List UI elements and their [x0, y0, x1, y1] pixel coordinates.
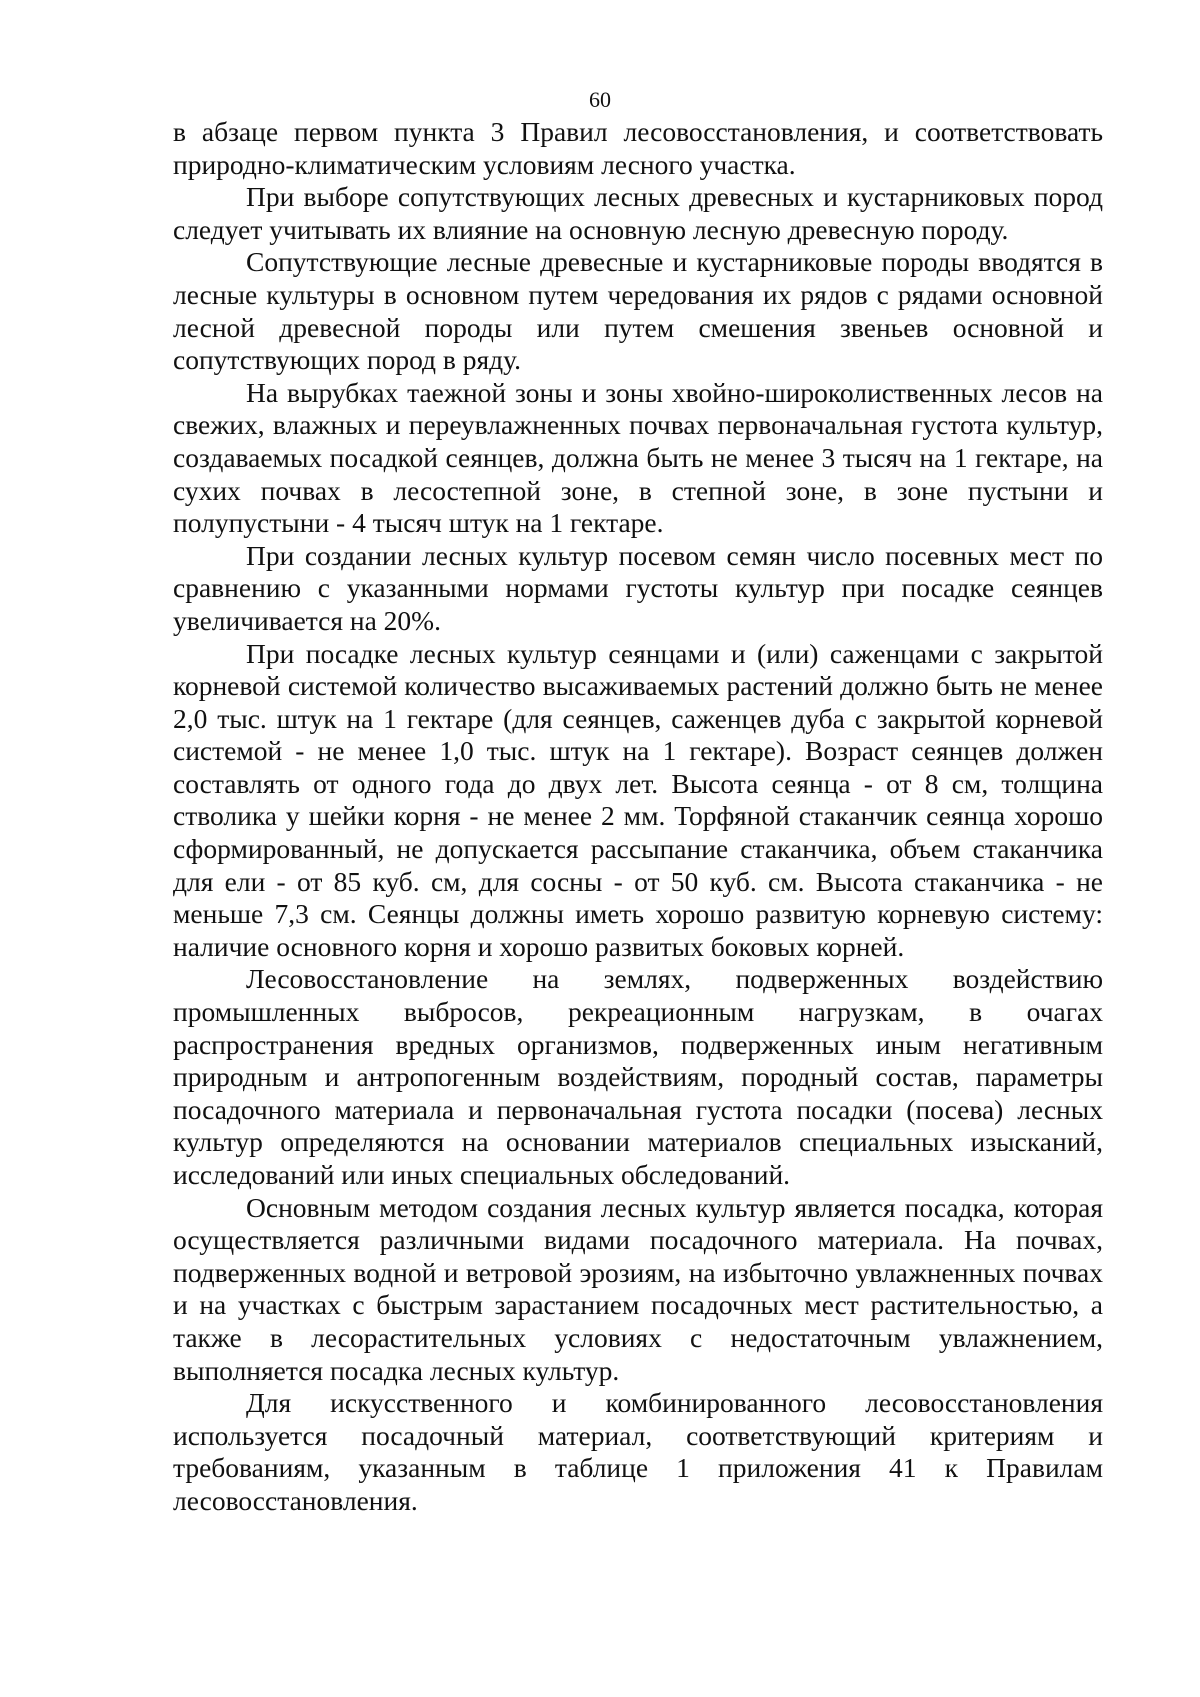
- paragraph-planting-material: Для искусственного и комбинированного лесовосстановления используется посадочный материал, соответствующий критериям и требованиям, указанным в таблице 1 приложения 41 к Правилам лесовосстановления.: [173, 1387, 1103, 1516]
- paragraph-row-alternation: Сопутствующие лесные древесные и кустарниковые породы вводятся в лесные культуры в основном путем чередования их рядов с рядами основной лесной древесной породы или путем смешения звеньев основной и сопутствующих пород в ряду.: [173, 246, 1103, 376]
- paragraph-disturbed-lands: Лесовосстановление на землях, подверженных воздействию промышленных выбросов, рекреационным нагрузкам, в очагах распространения вредных организмов, подверженных иным негативным природным и антропогенным воздействиям, породный состав, параметры посадочного материала и первоначальная густота посадки (посева) лесных культур определяются на основании материалов специальных изысканий, исследований или иных специальных обследований.: [173, 963, 1103, 1190]
- paragraph-companion-species: При выборе сопутствующих лесных древесных и кустарниковых пород следует учитывать их влияние на основную лесную древесную породу.: [173, 181, 1103, 245]
- page-number: 60: [589, 87, 611, 112]
- paragraph-closed-root-seedlings: При посадке лесных культур сеянцами и (или) саженцами с закрытой корневой системой количество высаживаемых растений должно быть не менее 2,0 тыс. штук на 1 гектаре (для сеянцев, саженцев дуба с закрытой корневой системой - не менее 1,0 тыс. штук на 1 гектаре). Возраст сеянцев должен составлять от одного года до двух лет. Высота сеянца - от 8 см, толщина стволика у шейки корня - не менее 2 мм. Торфяной стаканчик сеянца хорошо сформированный, не допускается рассыпание стаканчика, объем стаканчика для ели - от 85 куб. см, для сосны - от 50 куб. см. Высота стаканчика - не меньше 7,3 см. Сеянцы должны иметь хорошо развитую корневую систему: наличие основного корня и хорошо развитых боковых корней.: [173, 637, 1103, 962]
- paragraph-planting-density: На вырубках таежной зоны и зоны хвойно-широколиственных лесов на свежих, влажных и переувлажненных почвах первоначальная густота культур, создаваемых посадкой сеянцев, должна быть не менее 3 тысяч на 1 гектаре, на сухих почвах в лесостепной зоне, в степной зоне, в зоне пустыни и полупустыни - 4 тысяч штук на 1 гектаре.: [173, 376, 1103, 539]
- paragraph-main-method: Основным методом создания лесных культур является посадка, которая осуществляется различными видами посадочного материала. На почвах, подверженных водной и ветровой эрозиям, на избыточно увлажненных почвах и на участках с быстрым зарастанием посадочных мест растительностью, а также в лесорастительных условиях с недостаточным увлажнением, выполняется посадка лесных культур.: [173, 1191, 1103, 1386]
- paragraph-continuation: в абзаце первом пункта 3 Правил лесовосстановления, и соответствовать природно-климатическим условиям лесного участка.: [173, 116, 1103, 180]
- document-body: [173, 116, 1103, 1518]
- paragraph-seeding-increase: При создании лесных культур посевом семян число посевных мест по сравнению с указанными нормами густоты культур при посадке сеянцев увеличивается на 20%.: [173, 539, 1103, 636]
